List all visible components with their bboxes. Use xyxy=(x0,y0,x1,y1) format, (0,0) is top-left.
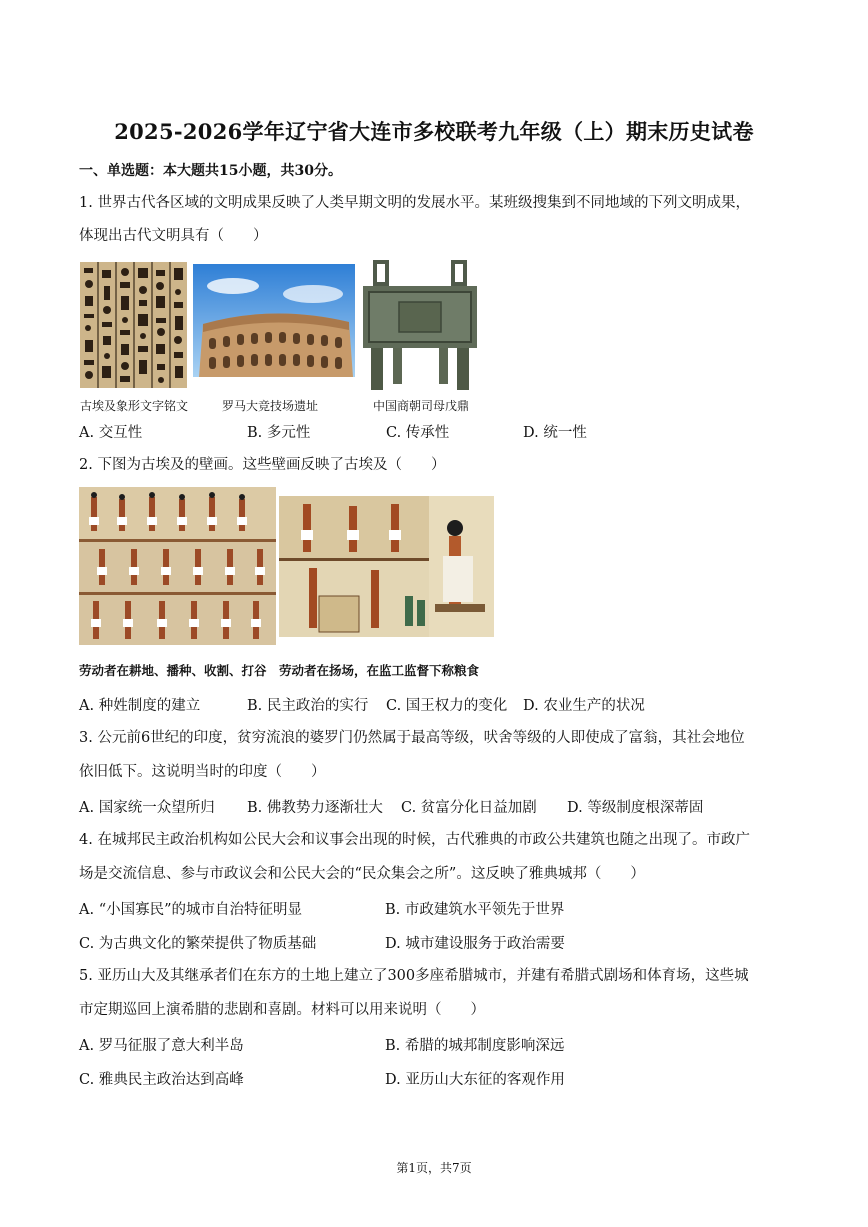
q5-option-a[interactable]: A. 罗马征服了意大利半岛 xyxy=(79,1038,244,1054)
q4-stem-line2: 场是交流信息、参与市政议会和公民大会的“民众集会之所”。这反映了雅典城邦（ ） xyxy=(79,866,645,882)
q2-stem-line1: 2. 下图为古埃及的壁画。这些壁画反映了古埃及（ ） xyxy=(79,457,446,473)
q2-option-b[interactable]: B. 民主政治的实行 xyxy=(247,698,369,714)
colosseum-image xyxy=(193,264,355,377)
q1-option-a[interactable]: A. 交互性 xyxy=(79,425,143,441)
q3-option-b[interactable]: B. 佛教势力逐渐壮大 xyxy=(247,800,383,816)
q2-image-caption: 劳动者在耕地、播种、收割、打谷 劳动者在扬场，在监工监督下称粮食 xyxy=(79,663,480,678)
q1-stem-line2: 体现出古代文明具有（ ） xyxy=(79,228,268,244)
caption-hieroglyph: 古埃及象形文字铭文 xyxy=(80,399,189,413)
q4-option-d[interactable]: D. 城市建设服务于政治需要 xyxy=(385,936,565,952)
simuwu-ding-image xyxy=(359,258,481,393)
page-footer: 第1页，共7页 xyxy=(396,1161,472,1175)
q3-option-c[interactable]: C. 贫富分化日益加剧 xyxy=(401,800,537,816)
q4-option-b[interactable]: B. 市政建筑水平领先于世界 xyxy=(385,902,565,918)
q4-option-c[interactable]: C. 为古典文化的繁荣提供了物质基础 xyxy=(79,936,317,952)
q3-stem-line1: 3. 公元前6世纪的印度，贫穷流浪的婆罗门仍然属于最高等级，吠舍等级的人即使成了富翁，其社会地位 xyxy=(79,730,745,746)
q3-option-a[interactable]: A. 国家统一众望所归 xyxy=(79,800,215,816)
egyptian-mural-farming-image xyxy=(79,487,276,645)
q2-option-c[interactable]: C. 国王权力的变化 xyxy=(386,698,508,714)
caption-colosseum: 罗马大竞技场遗址 xyxy=(222,399,319,413)
q5-option-d[interactable]: D. 亚历山大东征的客观作用 xyxy=(385,1072,565,1088)
exam-title: 2025-2026学年辽宁省大连市多校联考九年级（上）期末历史试卷 xyxy=(114,119,754,144)
hieroglyph-inscription-image xyxy=(80,262,187,388)
q2-option-a[interactable]: A. 种姓制度的建立 xyxy=(79,698,201,714)
q1-option-b[interactable]: B. 多元性 xyxy=(247,425,311,441)
q5-stem-line2: 市定期巡回上演希腊的悲剧和喜剧。材料可以用来说明（ ） xyxy=(79,1002,485,1018)
q4-option-a[interactable]: A. “小国寡民”的城市自治特征明显 xyxy=(79,902,303,918)
q1-option-c[interactable]: C. 传承性 xyxy=(386,425,450,441)
q3-option-d[interactable]: D. 等级制度根深蒂固 xyxy=(567,800,704,816)
caption-ding: 中国商朝司母戊鼎 xyxy=(373,399,470,413)
section-heading: 一、单选题：本大题共15小题，共30分。 xyxy=(79,163,342,179)
q1-option-d[interactable]: D. 统一性 xyxy=(523,425,587,441)
q5-option-c[interactable]: C. 雅典民主政治达到高峰 xyxy=(79,1072,244,1088)
q5-option-b[interactable]: B. 希腊的城邦制度影响深远 xyxy=(385,1038,565,1054)
q3-stem-line2: 依旧低下。这说明当时的印度（ ） xyxy=(79,764,326,780)
q1-stem-line1: 1. 世界古代各区域的文明成果反映了人类早期文明的发展水平。某班级搜集到不同地域的下列文明成果， xyxy=(79,195,750,211)
q2-option-d[interactable]: D. 农业生产的状况 xyxy=(523,698,645,714)
egyptian-mural-weighing-image xyxy=(279,496,494,637)
q5-stem-line1: 5. 亚历山大及其继承者们在东方的土地上建立了300多座希腊城市，并建有希腊式剧场和体育场，这些城 xyxy=(79,968,749,984)
q4-stem-line1: 4. 在城邦民主政治机构如公民大会和议事会出现的时候，古代雅典的市政公共建筑也随之出现了。市政广 xyxy=(79,832,750,848)
